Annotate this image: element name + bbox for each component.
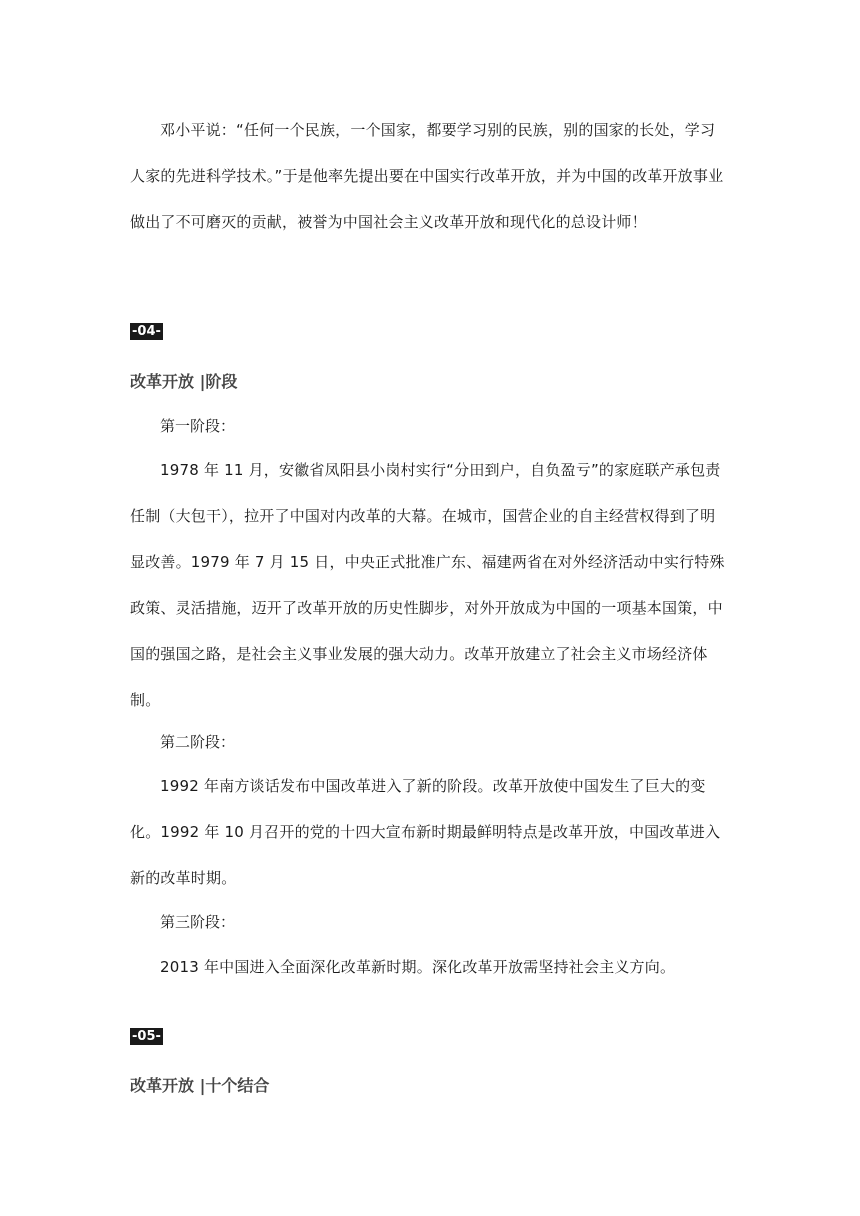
section-number-badge-04: -04- — [132, 324, 161, 339]
stage-2-paragraph: 1992 年南方谈话发布中国改革进入了新的阶段。改革开放使中国发生了巨大的变化。1992 年 10 月召开的党的十四大宣布新时期最鲜明特点是改革开放，中国改革进入新的改革时期。 — [130, 777, 721, 887]
section-heading-ten-combinations: 改革开放 |十个结合 — [130, 1076, 270, 1095]
stage-3-label: 第三阶段： — [160, 913, 236, 931]
stage-1-paragraph: 1978 年 11 月，安徽省凤阳县小岗村实行“分田到户，自负盈亏”的家庭联产承包责任制（大包干），拉开了中国对内改革的大幕。在城市，国营企业的自主经营权得到了明显改善。1979 年 7 月 15 日，中央正式批准广东、福建两省在对外经济活动中实行特殊政策、灵活措施，迈开了改革开放的历史性脚步，对外开放成为中国的一项基本国策，中国的强国之路，是社会主义事业发展的强大动力。改革开放建立了社会主义市场经济体制。 — [130, 461, 725, 709]
intro-paragraph: 邓小平说：“任何一个民族，一个国家，都要学习别的民族，别的国家的长处，学习人家的先进科学技术。”于是他率先提出要在中国实行改革开放，并为中国的改革开放事业做出了不可磨灭的贡献，被誉为中国社会主义改革开放和现代化的总设计师！ — [130, 121, 724, 231]
stage-2-label: 第二阶段： — [160, 733, 236, 751]
stage-1-label: 第一阶段： — [160, 417, 236, 435]
section-heading-stages: 改革开放 |阶段 — [130, 372, 238, 391]
section-number-badge-05: -05- — [132, 1029, 161, 1044]
stage-3-paragraph: 2013 年中国进入全面深化改革新时期。深化改革开放需坚持社会主义方向。 — [160, 958, 676, 976]
